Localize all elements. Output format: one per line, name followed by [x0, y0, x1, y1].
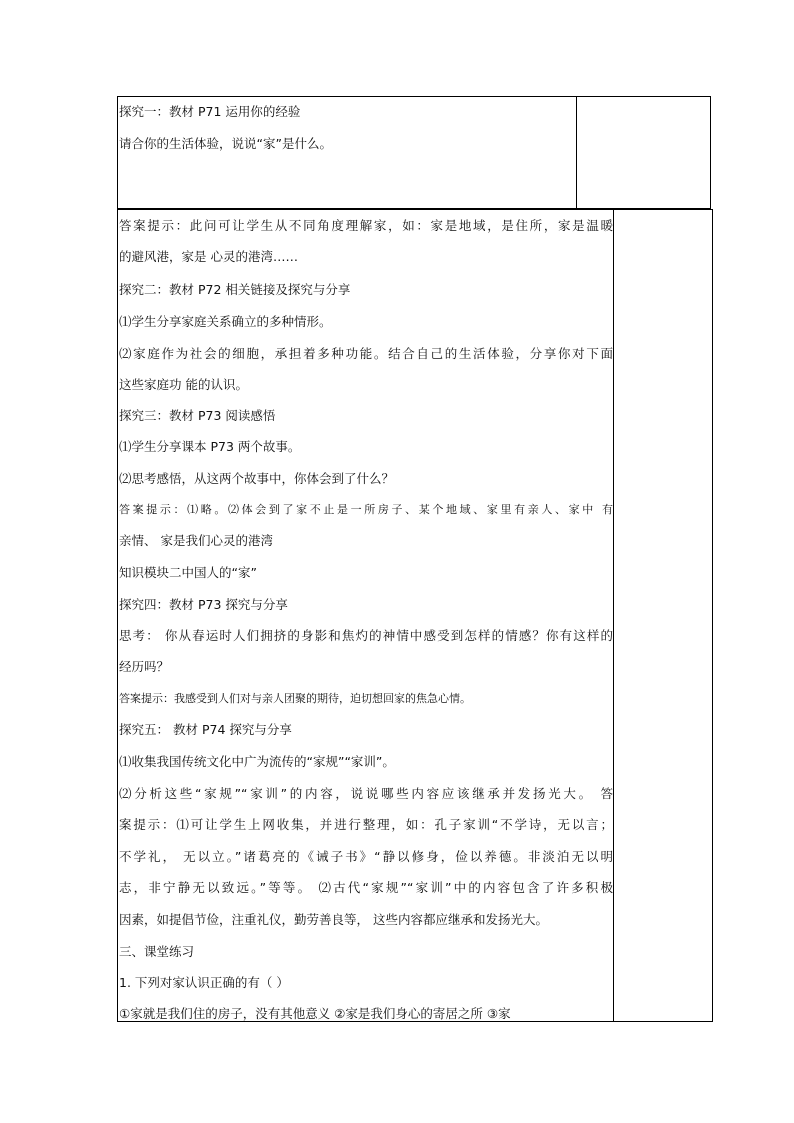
think-question-line1: 思考： 你从春运时人们拥挤的身影和焦灼的神情中感受到怎样的情感？你有这样的	[119, 628, 613, 643]
explore-three-item2: ⑵思考感悟，从这两个故事中，你体会到了什么？	[119, 471, 395, 486]
explore-one-heading: 探究一：教材 P71 运用你的经验	[119, 104, 301, 119]
explore-five-item2-line4: 志，非宁静无以致远。”等等。 ⑵古代“家规”“家训”中的内容包含了许多积极	[119, 880, 613, 895]
module-two-heading: 知识模块二中国人的“家”	[119, 565, 257, 580]
answer-hint-one-line1: 答案提示：此问可让学生从不同角度理解家，如：家是地域，是住所，家是温暖	[119, 218, 613, 233]
explore-three-heading: 探究三：教材 P73 阅读感悟	[119, 408, 276, 423]
section-three-heading: 三、课堂练习	[119, 944, 195, 959]
explore-five-item1: ⑴收集我国传统文化中广为流传的“家规”“家训”。	[119, 754, 395, 769]
think-question-line2: 经历吗？	[119, 659, 170, 674]
explore-five-item2-line2: 案提示：⑴可让学生上网收集，并进行整理，如：孔子家训“不学诗，无以言；	[119, 817, 613, 832]
explore-one-prompt: 请合你的生活体验，说说“家”是什么。	[119, 136, 332, 151]
exercise-options-line1: ①家就是我们住的房子，没有其他意义 ②家是我们身心的寄居之所 ③家	[119, 1006, 511, 1021]
explore-five-item2-line5: 因素，如提倡节俭，注重礼仪，勤劳善良等， 这些内容都应继承和发扬光大。	[119, 912, 548, 927]
exercise-question-1: 1. 下列对家认识正确的有（ ）	[119, 975, 289, 990]
explore-two-item1: ⑴学生分享家庭关系确立的多种情形。	[119, 314, 332, 329]
explore-five-heading: 探究五： 教材 P74 探究与分享	[119, 722, 292, 737]
explore-five-item2-line1: ⑵分析这些“家规”“家训”的内容，说说哪些内容应该继承并发扬光大。 答	[119, 786, 613, 801]
answer-hint-one-line2: 的避风港，家是 心灵的港湾……	[119, 249, 298, 264]
main-table-divider	[613, 209, 614, 1022]
explore-two-item2-line2: 这些家庭功 能的认识。	[119, 377, 248, 392]
top-table-divider	[576, 96, 577, 209]
explore-two-item2-line1: ⑵家庭作为社会的细胞，承担着多种功能。结合自己的生活体验，分享你对下面	[119, 346, 613, 361]
explore-three-item1: ⑴学生分享课本 P73 两个故事。	[119, 439, 301, 454]
answer-hint-three-line2: 亲情、 家是我们心灵的港湾	[119, 533, 273, 548]
explore-four-heading: 探究四：教材 P73 探究与分享	[119, 597, 288, 612]
explore-five-item2-line3: 不学礼， 无以立。”诸葛亮的《诫子书》“静以修身，俭以养德。非淡泊无以明	[119, 849, 613, 864]
main-table	[117, 209, 713, 1022]
explore-two-heading: 探究二：教材 P72 相关链接及探究与分享	[119, 282, 351, 297]
answer-hint-four: 答案提示：我感受到人们对与亲人团聚的期待，迫切想回家的焦急心情。	[119, 692, 471, 705]
answer-hint-three-line1: 答案提示：⑴略。⑵体会到了家不止是一所房子、某个地域、家里有亲人、家中 有	[119, 503, 613, 516]
